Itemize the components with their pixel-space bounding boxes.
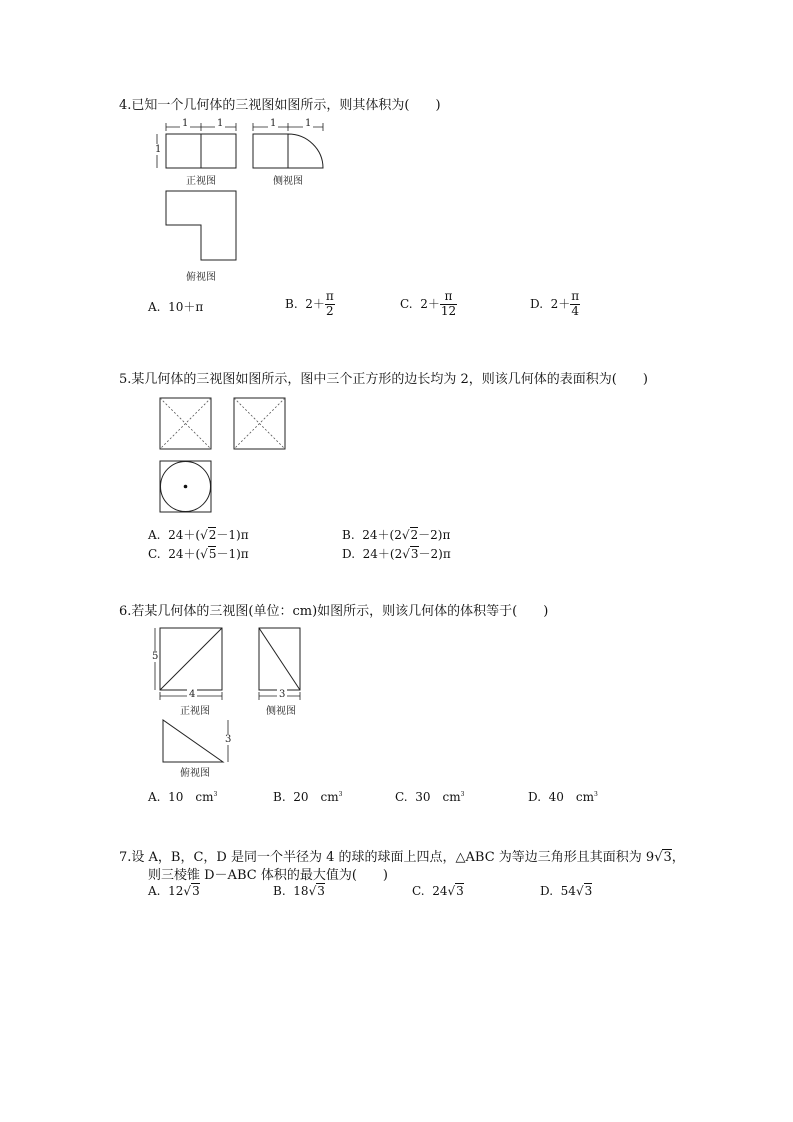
q6-dim-five: 5	[152, 651, 159, 662]
q4-dim-label: 1	[217, 118, 224, 129]
q4-dim-label: 1	[155, 144, 162, 155]
question-7-stem-line2: 则三棱锥 D－ABC 体积的最大值为( )	[148, 868, 388, 883]
q5-front-view	[158, 396, 214, 452]
q4-dim-label: 1	[182, 118, 189, 129]
q5-side-view	[232, 396, 288, 452]
q4-front-caption: 正视图	[186, 176, 216, 187]
q7-option-a[interactable]: A. 12√3	[148, 884, 200, 898]
q7-option-b[interactable]: B. 18√3	[273, 884, 325, 898]
q7-option-d[interactable]: D. 54√3	[540, 884, 593, 898]
q4-top-caption: 俯视图	[186, 272, 216, 283]
q4-dim-label: 1	[270, 118, 277, 129]
q4-option-b[interactable]: B. 2＋ $\frac{\pi}{2}$	[285, 289, 334, 318]
q6-side-caption: 侧视图	[266, 706, 296, 717]
q7-option-c[interactable]: C. 24√3	[412, 884, 464, 898]
q4-side-caption: 侧视图	[273, 176, 303, 187]
q5-option-b[interactable]: B. 24＋(2√2－2)π	[342, 528, 451, 542]
question-6-stem: 6.若某几何体的三视图(单位：cm)如图所示，则该几何体的体积等于( )	[119, 604, 549, 619]
q5-top-view	[158, 459, 214, 515]
q6-option-a[interactable]: A. 10 $cm^3$	[148, 790, 218, 804]
q6-dim-three: 3	[225, 734, 232, 745]
q6-option-c[interactable]: C. 30 $cm^3$	[395, 790, 465, 804]
question-4-stem: 4.已知一个几何体的三视图如图所示，则其体积为( )	[119, 98, 441, 113]
q5-option-a[interactable]: A. 24＋(√2－1)π	[148, 528, 249, 542]
question-7-stem-line1: 7.设 A，B，C，D 是同一个半径为 4 的球的球面上四点，△ABC 为等边三角形且其面积为 9√3，	[119, 850, 685, 865]
q4-top-view	[160, 185, 245, 265]
q4-front-view	[150, 118, 245, 174]
q4-side-view	[250, 118, 330, 174]
q6-option-b[interactable]: B. 20 $cm^3$	[273, 790, 343, 804]
q6-top-caption: 俯视图	[180, 768, 210, 779]
q4-option-a[interactable]: A. 10＋π	[148, 300, 204, 314]
q6-dim-four: 4	[189, 689, 196, 700]
q6-option-d[interactable]: D. 40 $cm^3$	[528, 790, 598, 804]
question-5-stem: 5.某几何体的三视图如图所示，图中三个正方形的边长均为 2，则该几何体的表面积为( )	[119, 372, 648, 387]
q5-option-d[interactable]: D. 24＋(2√3－2)π	[342, 547, 451, 561]
q5-option-c[interactable]: C. 24＋(√5－1)π	[148, 547, 249, 561]
q6-dim-three: 3	[279, 689, 286, 700]
q4-option-d[interactable]: D. 2＋ $\frac{\pi}{4}$	[530, 289, 580, 318]
q4-dim-label: 1	[305, 118, 312, 129]
q6-front-caption: 正视图	[180, 706, 210, 717]
q4-option-c[interactable]: C. 2＋ $\frac{\pi}{12}$	[400, 289, 457, 318]
